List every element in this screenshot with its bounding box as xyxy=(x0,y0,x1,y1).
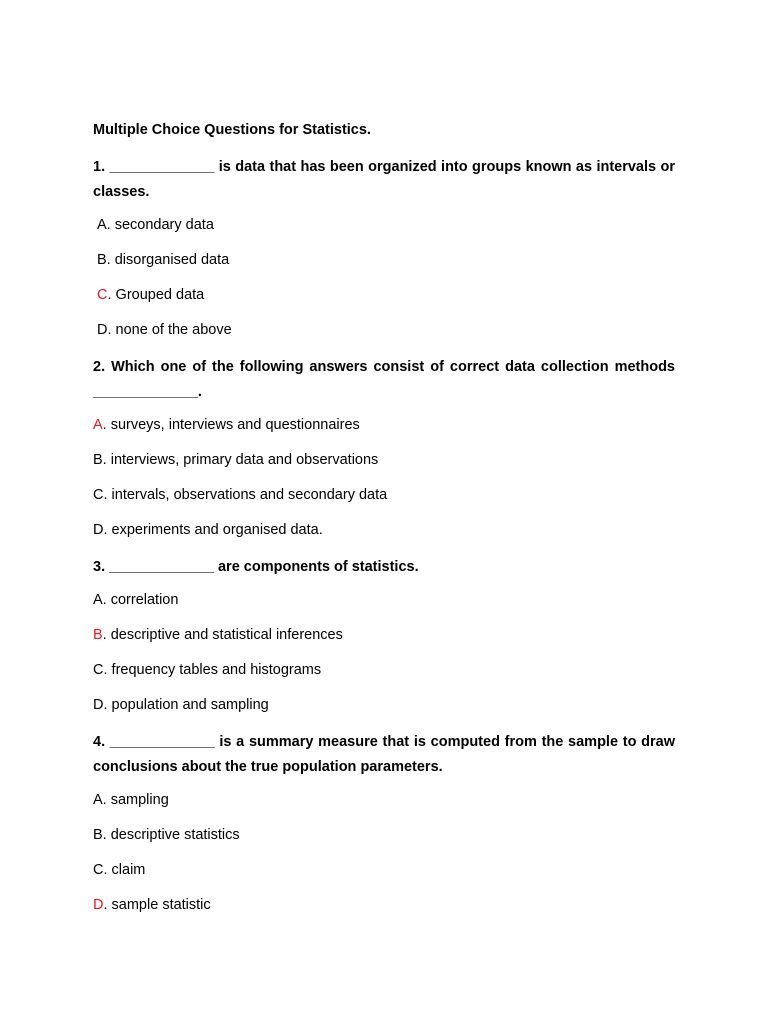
option-letter: B xyxy=(97,252,107,268)
option-1b xyxy=(93,250,675,270)
option-text: . sample statistic xyxy=(103,897,211,913)
option-text: . correlation xyxy=(102,592,179,608)
option-letter: A xyxy=(93,792,103,808)
question-3-text: 3. _____________ are components of statistics. xyxy=(93,559,419,575)
option-letter: B xyxy=(93,627,103,643)
option-1a xyxy=(93,215,675,235)
option-letter: C xyxy=(97,287,108,303)
option-text: . intervals, observations and secondary data xyxy=(103,487,388,503)
question-4-text: 4. _____________ is a summary measure that is computed from the sample to draw conclusions about the true population parameters. xyxy=(93,734,675,775)
option-text: . surveys, interviews and questionnaires xyxy=(102,417,360,433)
option-text: . sampling xyxy=(102,792,169,808)
document-page xyxy=(93,120,675,930)
option-letter: B xyxy=(93,452,103,468)
option-4d xyxy=(93,895,675,915)
option-2b xyxy=(93,450,675,470)
question-1-text: 1. _____________ is data that has been organized into groups known as intervals or classes. xyxy=(93,159,675,200)
option-2c xyxy=(93,485,675,505)
document-title: Multiple Choice Questions for Statistics. xyxy=(93,122,371,138)
option-text: . frequency tables and histograms xyxy=(103,662,322,678)
option-1c xyxy=(93,285,675,305)
option-2a xyxy=(93,415,675,435)
option-letter: C xyxy=(93,662,104,678)
option-4a xyxy=(93,790,675,810)
option-4c xyxy=(93,860,675,880)
question-2-text: 2. Which one of the following answers consist of correct data collection methods _____________. xyxy=(93,359,675,400)
option-letter: A xyxy=(93,592,103,608)
option-3a xyxy=(93,590,675,610)
option-4b xyxy=(93,825,675,845)
option-text: . descriptive statistics xyxy=(102,827,240,843)
option-text: . disorganised data xyxy=(106,252,230,268)
option-text: . claim xyxy=(103,862,146,878)
option-text: . secondary data xyxy=(106,217,214,233)
option-letter: B xyxy=(93,827,103,843)
option-letter: C xyxy=(93,487,104,503)
option-1d xyxy=(93,320,675,340)
option-text: . interviews, primary data and observations xyxy=(102,452,379,468)
option-3b xyxy=(93,625,675,645)
option-text: . none of the above xyxy=(107,322,232,338)
option-letter: C xyxy=(93,862,104,878)
option-letter: D xyxy=(97,322,108,338)
option-letter: A xyxy=(93,417,103,433)
option-text: . population and sampling xyxy=(103,697,269,713)
option-2d xyxy=(93,520,675,540)
option-text: . Grouped data xyxy=(107,287,205,303)
option-letter: D xyxy=(93,522,104,538)
option-letter: A xyxy=(97,217,107,233)
option-letter: D xyxy=(93,897,104,913)
option-3d xyxy=(93,695,675,715)
option-text: . descriptive and statistical inferences xyxy=(102,627,343,643)
option-text: . experiments and organised data. xyxy=(103,522,323,538)
option-3c xyxy=(93,660,675,680)
option-letter: D xyxy=(93,697,104,713)
